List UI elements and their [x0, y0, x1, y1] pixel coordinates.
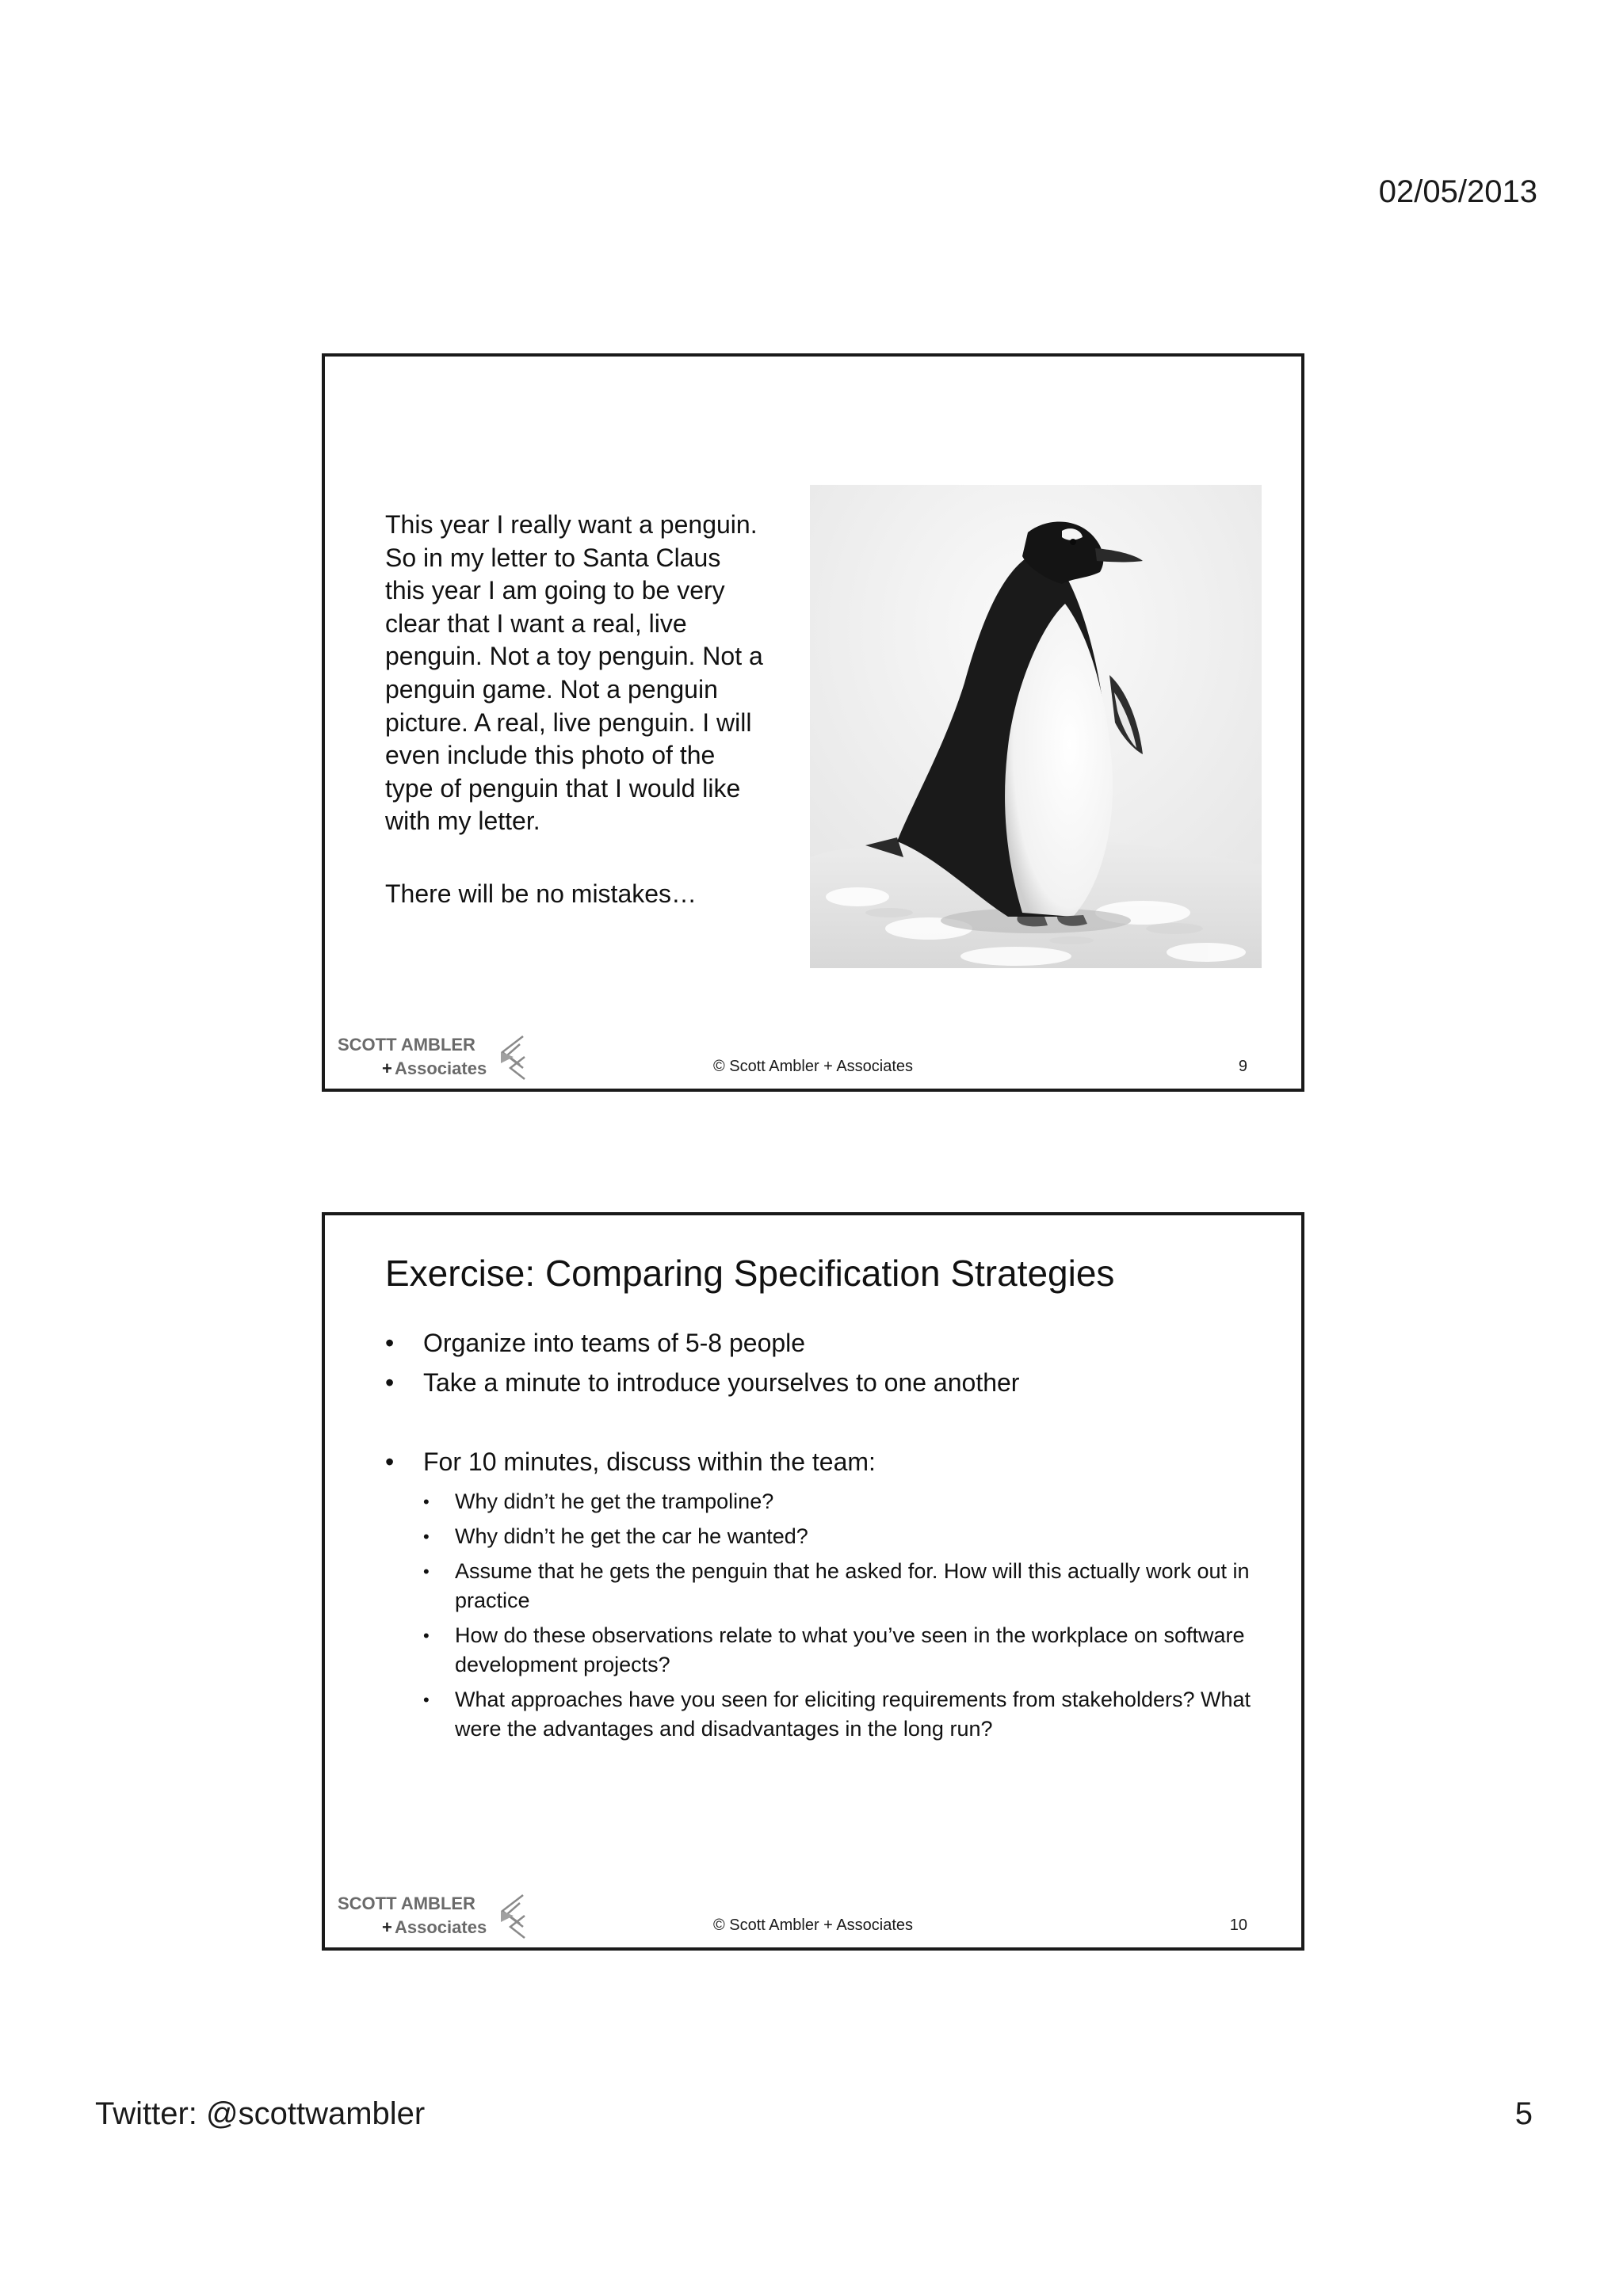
slide-9-copyright: © Scott Ambler + Associates [712, 1058, 914, 1075]
slide-footer [325, 1892, 1301, 1947]
bullet-marker: • [385, 1329, 395, 1357]
sub-bullet-marker: • [423, 1527, 430, 1547]
svg-text:SCOTT AMBLER: SCOTT AMBLER [338, 1894, 475, 1913]
sub-bullet-item [423, 1487, 1257, 1516]
discussion-sub-bullets [423, 1487, 1257, 1744]
slide-10-copyright: © Scott Ambler + Associates [712, 1917, 914, 1934]
svg-text:Associates: Associates [395, 1058, 487, 1078]
sub-bullet-marker: • [423, 1690, 430, 1710]
svg-text:+: + [382, 1917, 392, 1937]
twitter-handle: Twitter: @scottwambler [95, 2096, 426, 2131]
svg-text:Associates: Associates [395, 1917, 487, 1937]
slide-footer [325, 1033, 1301, 1089]
sub-bullet-marker: • [423, 1562, 430, 1581]
penguin-photo [810, 485, 1262, 968]
svg-text:+: + [382, 1058, 392, 1078]
slide-10-number: 10 [1229, 1917, 1247, 1934]
slide-10 [322, 1212, 1304, 1951]
sub-bullet-marker: • [423, 1626, 430, 1646]
sub-bullet-text: Why didn’t he get the car he wanted? [455, 1524, 808, 1548]
exercise-bullets [385, 1323, 1257, 1744]
penguin-story-text [385, 509, 766, 911]
slide-9-number: 9 [1238, 1058, 1247, 1075]
bullet-item [385, 1442, 1257, 1744]
page-date: 02/05/2013 [1378, 174, 1537, 209]
sub-bullet-text: Assume that he gets the penguin that he asked for. How will this actually work out in practice [455, 1559, 1250, 1612]
sub-bullet-item [423, 1557, 1257, 1615]
bullet-marker: • [385, 1368, 395, 1397]
bullet-marker: • [385, 1447, 395, 1476]
slide-9 [322, 353, 1304, 1092]
sub-bullet-marker: • [423, 1492, 430, 1512]
sub-bullet-item [423, 1621, 1257, 1680]
sub-bullet-item [423, 1522, 1257, 1551]
sub-bullet-text: How do these observations relate to what you’ve seen in the workplace on software development projects? [455, 1623, 1245, 1676]
slide-10-title: Exercise: Comparing Specification Strategies [385, 1253, 1115, 1294]
sub-bullet-item [423, 1685, 1257, 1744]
story-paragraph-1: This year I really want a penguin. So in my letter to Santa Claus this year I am going to be very clear that I want a real, live penguin. Not a toy penguin. Not a penguin game. Not a penguin picture. A real, live penguin. I will even include this photo of the type of penguin that I would like with my letter. [385, 510, 763, 836]
bullet-text: Organize into teams of 5-8 people [423, 1329, 806, 1357]
page-number: 5 [1514, 2096, 1533, 2131]
svg-text:SCOTT AMBLER: SCOTT AMBLER [338, 1035, 475, 1055]
bullet-item [385, 1323, 1257, 1363]
bullet-text: For 10 minutes, discuss within the team: [423, 1447, 876, 1476]
bullet-text: Take a minute to introduce yourselves to one another [423, 1368, 1020, 1397]
sub-bullet-text: What approaches have you seen for eliciting requirements from stakeholders? What were the advantages and disadvantages in the long run? [455, 1688, 1251, 1741]
story-paragraph-2: There will be no mistakes… [385, 879, 697, 908]
sub-bullet-text: Why didn’t he get the trampoline? [455, 1489, 774, 1513]
bullet-item [385, 1363, 1257, 1402]
